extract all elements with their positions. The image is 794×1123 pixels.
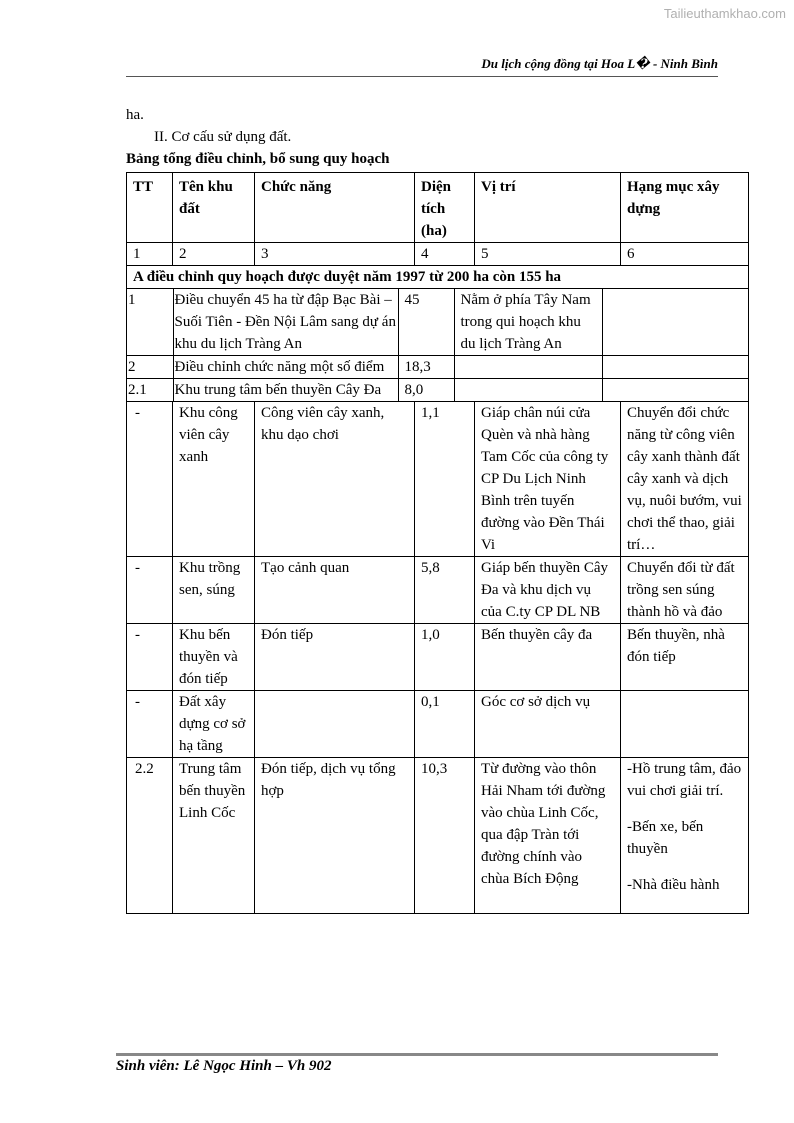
- row-name: Khu trung tâm bến thuyền Cây Đa: [173, 379, 398, 401]
- row-tt: -: [127, 402, 173, 557]
- row-tt: -: [127, 624, 173, 691]
- row-area: 45: [398, 289, 454, 355]
- row-area: 1,1: [415, 402, 475, 557]
- row-build: [621, 758, 749, 914]
- row-tt: 2.1: [127, 379, 173, 401]
- column-number-row: [127, 243, 749, 266]
- section-heading: II. Cơ cấu sử dụng đất.: [154, 129, 292, 145]
- row-location: Bến thuyền cây đa: [475, 624, 621, 691]
- row-name: Đất xây dựng cơ sở hạ tầng: [173, 691, 255, 758]
- column-number: 5: [475, 243, 621, 266]
- row-location: Từ đường vào thôn Hải Nham tới đường vào chùa Linh Cốc, qua đập Tràn tới đường chính vào chùa Bích Động: [475, 758, 621, 914]
- row-location: [454, 356, 602, 378]
- row-build: Bến thuyền, nhà đón tiếp: [621, 624, 749, 691]
- table-row: [127, 691, 749, 758]
- table-row: [127, 356, 749, 379]
- row-area: 0,1: [415, 691, 475, 758]
- table-row: [127, 289, 749, 356]
- header-cell: Vị trí: [475, 173, 621, 243]
- row-location: Nằm ở phía Tây Nam trong qui hoạch khu du lịch Tràng An: [454, 289, 602, 355]
- row-area: 5,8: [415, 557, 475, 624]
- table-header-row: [127, 173, 749, 243]
- row-function: Tạo cảnh quan: [255, 557, 415, 624]
- build-note: -Hồ trung tâm, đảo vui chơi giải trí.: [627, 761, 742, 799]
- row-location: Giáp chân núi cửa Quèn và nhà hàng Tam Cốc của công ty CP Du Lịch Ninh Bình trên tuyến đường vào Đền Thái Vi: [475, 402, 621, 557]
- intro-line: ha.: [126, 107, 144, 123]
- row-area: 1,0: [415, 624, 475, 691]
- row-name: Khu trồng sen, súng: [173, 557, 255, 624]
- column-number: 2: [173, 243, 255, 266]
- header-divider: [126, 76, 718, 77]
- planning-table-container: [126, 172, 742, 1026]
- row-function: [255, 691, 415, 758]
- row-area: 8,0: [398, 379, 454, 401]
- row-function: Đón tiếp: [255, 624, 415, 691]
- row-tt: -: [127, 691, 173, 758]
- row-location: [454, 379, 602, 401]
- column-number: 6: [621, 243, 749, 266]
- row-tt: -: [127, 557, 173, 624]
- row-area: 18,3: [398, 356, 454, 378]
- column-number: 3: [255, 243, 415, 266]
- section-a-row: [127, 266, 749, 289]
- build-note: -Nhà điều hành: [627, 877, 720, 893]
- footer-divider: [116, 1053, 718, 1056]
- row-build: [602, 379, 749, 401]
- column-number: 1: [127, 243, 173, 266]
- row-name: Điều chuyển 45 ha từ đập Bạc Bài – Suối Tiên - Đền Nội Lâm sang dự án khu du lịch Tràng An: [173, 289, 398, 355]
- row-build: [602, 289, 749, 355]
- table-row: [127, 624, 749, 691]
- build-note: -Bến xe, bến thuyền: [627, 819, 704, 857]
- row-area: 10,3: [415, 758, 475, 914]
- row-tt: 2.2: [127, 758, 173, 914]
- header-cell: TT: [127, 173, 173, 243]
- header-cell: Diện tích (ha): [415, 173, 475, 243]
- header-cell: Hạng mục xây dựng: [621, 173, 749, 243]
- row-name: Trung tâm bến thuyền Linh Cốc: [173, 758, 255, 914]
- watermark: Tailieuthamkhao.com: [663, 6, 786, 21]
- row-name: Điều chỉnh chức năng một số điểm: [173, 356, 398, 378]
- column-number: 4: [415, 243, 475, 266]
- row-name: Khu công viên cây xanh: [173, 402, 255, 557]
- section-a-title: A điều chỉnh quy hoạch được duyệt năm 1997 từ 200 ha còn 155 ha: [127, 266, 749, 289]
- row-name: Khu bến thuyền và đón tiếp: [173, 624, 255, 691]
- row-build: [602, 356, 749, 378]
- table-row: [127, 379, 749, 402]
- row-location: Góc cơ sở dịch vụ: [475, 691, 621, 758]
- header-cell: Tên khu đất: [173, 173, 255, 243]
- table-row: [127, 557, 749, 624]
- footer-author: Sinh viên: Lê Ngọc Hinh – Vh 902: [116, 1058, 332, 1074]
- table-row: [127, 758, 749, 914]
- table-caption: Bảng tổng điều chỉnh, bổ sung quy hoạch: [126, 151, 390, 167]
- planning-table: [126, 172, 749, 914]
- header-cell: Chức năng: [255, 173, 415, 243]
- row-build: Chuyển đổi từ đất trồng sen súng thành hồ và đảo: [621, 557, 749, 624]
- row-build: [621, 691, 749, 758]
- row-tt: 1: [127, 289, 173, 355]
- row-location: Giáp bến thuyền Cây Đa và khu dịch vụ của C.ty CP DL NB: [475, 557, 621, 624]
- row-build: Chuyển đổi chức năng từ công viên cây xanh thành đất cây xanh và dịch vụ, nuôi bướm, vui chơi thể thao, giải trí…: [621, 402, 749, 557]
- row-function: Công viên cây xanh, khu dạo chơi: [255, 402, 415, 557]
- row-function: Đón tiếp, dịch vụ tổng hợp: [255, 758, 415, 914]
- row-tt: 2: [127, 356, 173, 378]
- running-header: Du lịch cộng đồng tại Hoa L� - Ninh Bình: [481, 56, 718, 71]
- table-row: [127, 402, 749, 557]
